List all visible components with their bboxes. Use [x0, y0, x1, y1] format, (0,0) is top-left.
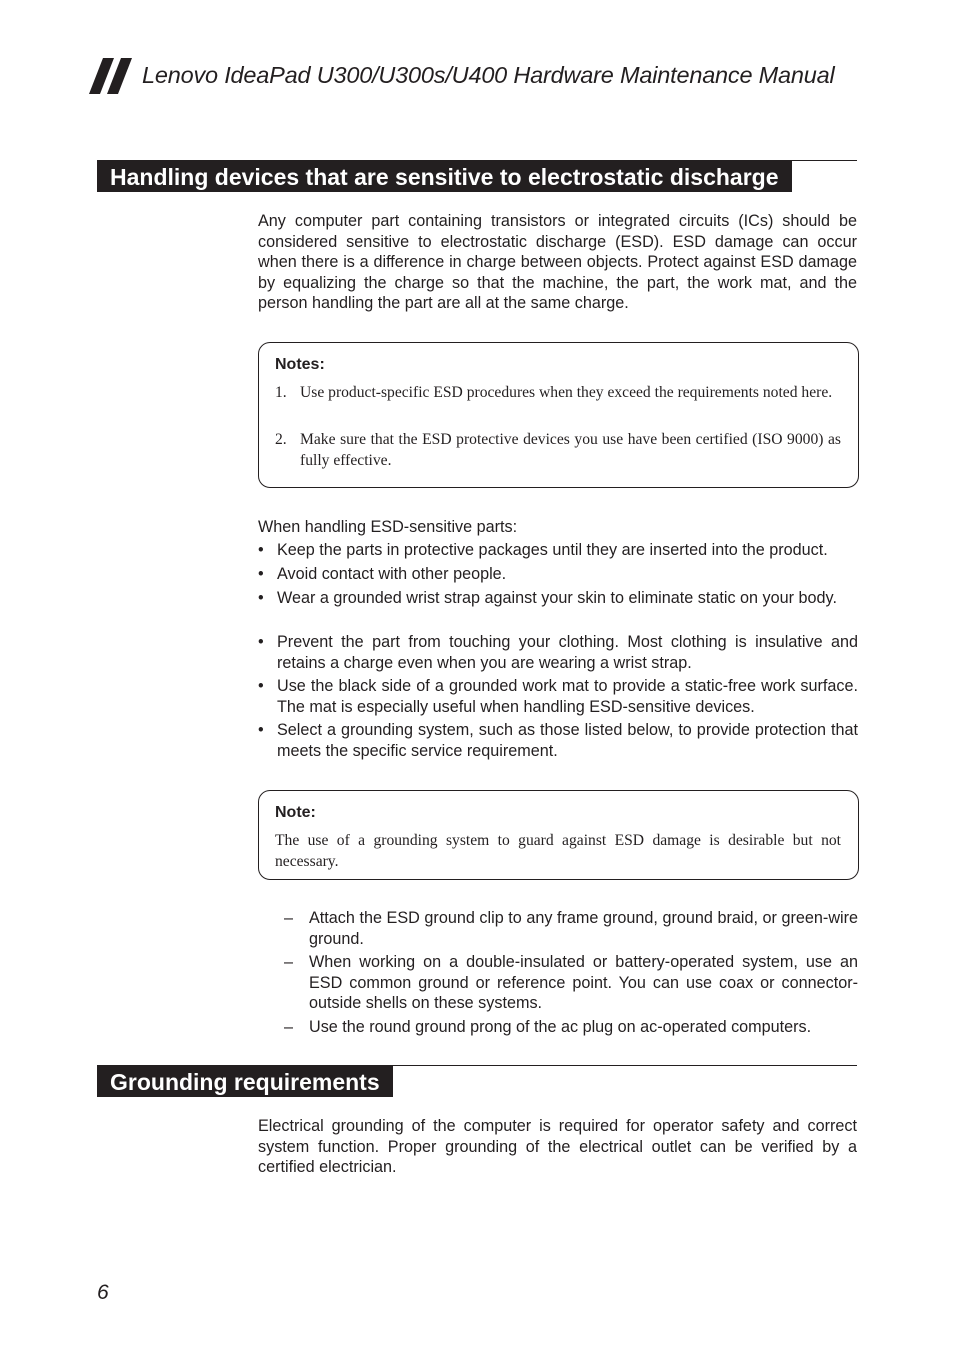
- list-item-text: When working on a double-insulated or battery-operated system, use an ESD common ground or reference point. You can use coax or connector-outside shells on these systems.: [309, 953, 858, 1013]
- bullet-mark: •: [258, 589, 264, 607]
- notes-box: [258, 342, 859, 488]
- note-text: Use product-specific ESD procedures when they exceed the requirements noted here.: [300, 384, 833, 401]
- list-item-text: Use the black side of a grounded work mat to provide a static-free work surface. The mat is especially useful when handling ESD-sensitive devices.: [277, 677, 858, 716]
- bullet-mark: •: [258, 633, 264, 651]
- list-item-text: Wear a grounded wrist strap against your skin to eliminate static on your body.: [277, 589, 837, 607]
- double-slash-logo-icon: [89, 58, 135, 94]
- list-item-text: Select a grounding system, such as those listed below, to provide protection that meets the specific service requirement.: [277, 721, 858, 760]
- note-item: [275, 382, 841, 403]
- bullet-mark: •: [258, 565, 264, 583]
- list-item-text: Prevent the part from touching your clothing. Most clothing is insulative and retains a charge even when you are wearing a wrist strap.: [277, 633, 858, 672]
- bullet-mark: •: [258, 721, 264, 739]
- handling-intro: When handling ESD-sensitive parts:: [258, 518, 518, 536]
- section-heading-esd: Handling devices that are sensitive to electrostatic discharge: [97, 161, 792, 192]
- list-item: [258, 588, 858, 609]
- dash-mark: –: [284, 953, 294, 971]
- note-number: 1.: [275, 384, 287, 401]
- dash-mark: –: [284, 1018, 294, 1036]
- list-item: [258, 676, 858, 717]
- note-box: [258, 790, 859, 880]
- list-item: [258, 632, 858, 673]
- list-item-text: Attach the ESD ground clip to any frame ground, ground braid, or green-wire ground.: [309, 909, 858, 948]
- dash-mark: –: [284, 909, 294, 927]
- note-text: Make sure that the ESD protective devices you use have been certified (ISO 9000) as fully effective.: [300, 431, 841, 469]
- list-item: [284, 952, 858, 1014]
- page-number: 6: [97, 1281, 109, 1304]
- list-item: [258, 564, 858, 585]
- note-heading: Note:: [275, 804, 316, 821]
- list-item-text: Keep the parts in protective packages until they are inserted into the product.: [277, 541, 828, 559]
- list-item: [284, 1017, 858, 1038]
- esd-intro-paragraph: Any computer part containing transistors or integrated circuits (ICs) should be considered sensitive to electrostatic discharge (ESD). ESD damage can occur when there is a difference in charge between objects. Protect against ESD damage by equalizing the charge so that the machine, the part, the work mat, and the person handling the part are all at the same charge.: [258, 212, 857, 313]
- note-number: 2.: [275, 431, 287, 448]
- bullet-mark: •: [258, 541, 264, 559]
- section-heading-grounding: Grounding requirements: [97, 1066, 393, 1097]
- list-item: [258, 540, 858, 561]
- bullet-mark: •: [258, 677, 264, 695]
- list-item-text: Use the round ground prong of the ac plug on ac-operated computers.: [309, 1018, 812, 1036]
- note-item: [275, 429, 841, 471]
- document-title: Lenovo IdeaPad U300/U300s/U400 Hardware Maintenance Manual: [142, 62, 835, 88]
- notes-heading: Notes:: [275, 356, 325, 373]
- list-item: [258, 720, 858, 761]
- note-text: The use of a grounding system to guard against ESD damage is desirable but not necessary.: [275, 832, 841, 870]
- list-item-text: Avoid contact with other people.: [277, 565, 507, 583]
- grounding-paragraph: Electrical grounding of the computer is required for operator safety and correct system function. Proper grounding of the electrical outlet can be verified by a certified electrician.: [258, 1117, 857, 1177]
- list-item: [284, 908, 858, 949]
